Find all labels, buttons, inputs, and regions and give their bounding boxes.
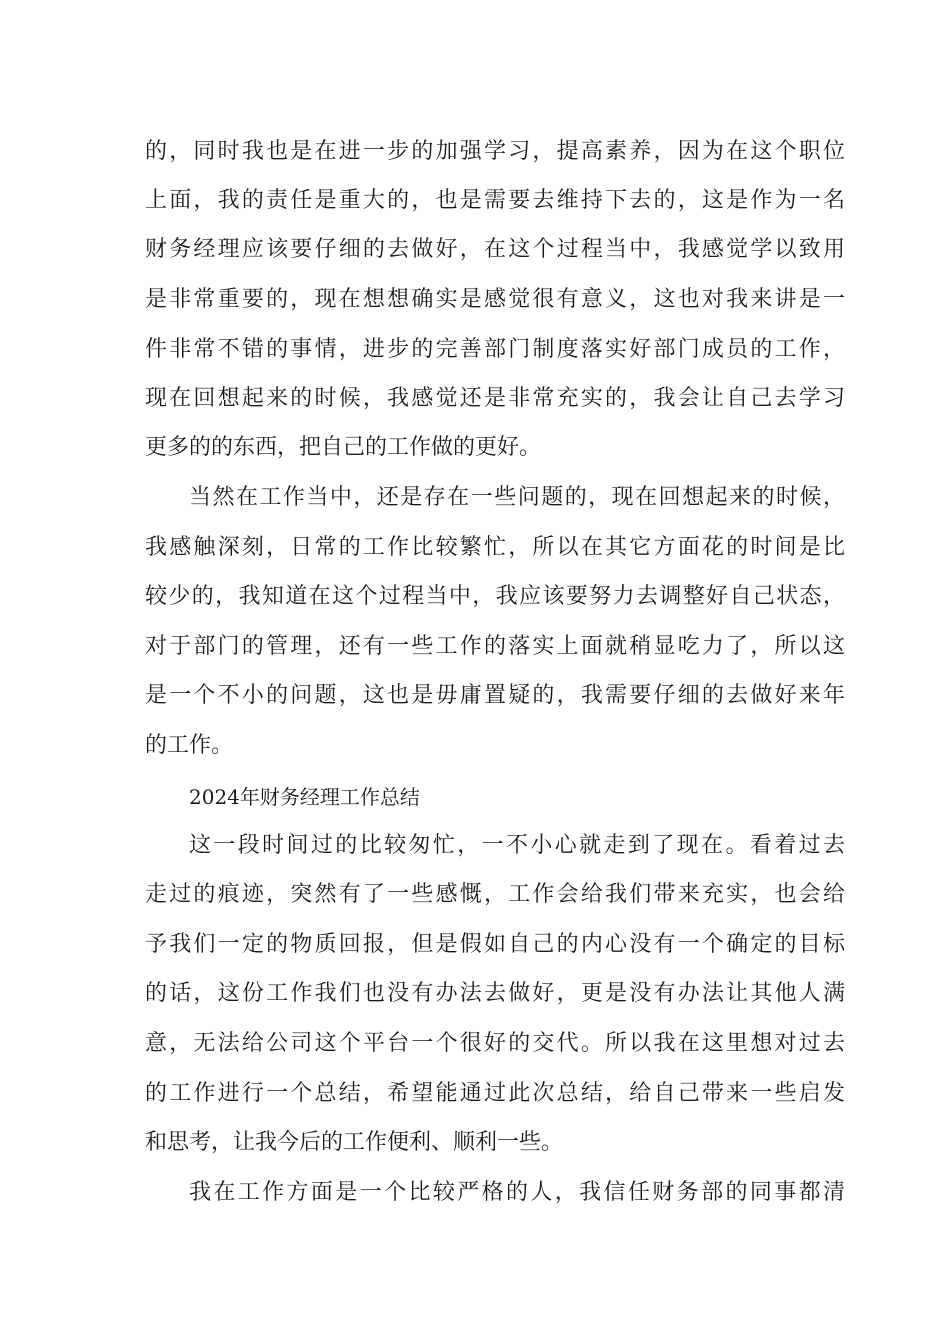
text-line: 予我们一定的物质回报，但是假如自己的内心没有一个确定的目标 — [145, 932, 845, 957]
text-line: 更多的的东西，把自己的工作做的更好。 — [145, 435, 542, 460]
text-line: 是非常重要的，现在想想确实是感觉很有意义，这也对我来讲是一 — [145, 287, 845, 312]
text-line: 的工作进行一个总结，希望能通过此次总结，给自己带来一些启发 — [145, 1081, 845, 1106]
text-line: 上面，我的责任是重大的，也是需要去维持下去的，这是作为一名 — [145, 188, 845, 213]
text-line: 这一段时间过的比较匆忙，一不小心就走到了现在。看着过去 — [189, 833, 845, 858]
text-line: 走过的痕迹，突然有了一些感慨，工作会给我们带来充实，也会给 — [145, 882, 845, 907]
text-line: 的，同时我也是在进一步的加强学习，提高素养，因为在这个职位 — [145, 139, 845, 164]
text-line: 的话，这份工作我们也没有办法去做好，更是没有办法让其他人满 — [145, 981, 845, 1006]
text-line: 当然在工作当中，还是存在一些问题的，现在回想起来的时候， — [189, 485, 845, 510]
section-heading: 2024年财务经理工作总结 — [189, 785, 420, 809]
text-line: 和思考，让我今后的工作便利、顺利一些。 — [145, 1130, 564, 1155]
text-line: 的工作。 — [145, 733, 234, 758]
text-line: 现在回想起来的时候，我感觉还是非常充实的，我会让自己去学习 — [145, 386, 845, 411]
text-line: 我在工作方面是一个比较严格的人，我信任财务部的同事都清 — [189, 1180, 845, 1205]
text-line: 财务经理应该要仔细的去做好，在这个过程当中，我感觉学以致用 — [145, 237, 845, 262]
text-line: 我感触深刻，日常的工作比较繁忙，所以在其它方面花的时间是比 — [145, 535, 845, 560]
text-line: 件非常不错的事情，进步的完善部门制度落实好部门成员的工作， — [145, 337, 845, 362]
text-line: 意，无法给公司这个平台一个很好的交代。所以我在这里想对过去 — [145, 1031, 845, 1056]
text-line: 对于部门的管理，还有一些工作的落实上面就稍显吃力了，所以这 — [145, 634, 845, 659]
text-line: 是一个不小的问题，这也是毋庸置疑的，我需要仔细的去做好来年 — [145, 683, 845, 708]
text-line: 较少的，我知道在这个过程当中，我应该要努力去调整好自己状态， — [145, 584, 845, 609]
